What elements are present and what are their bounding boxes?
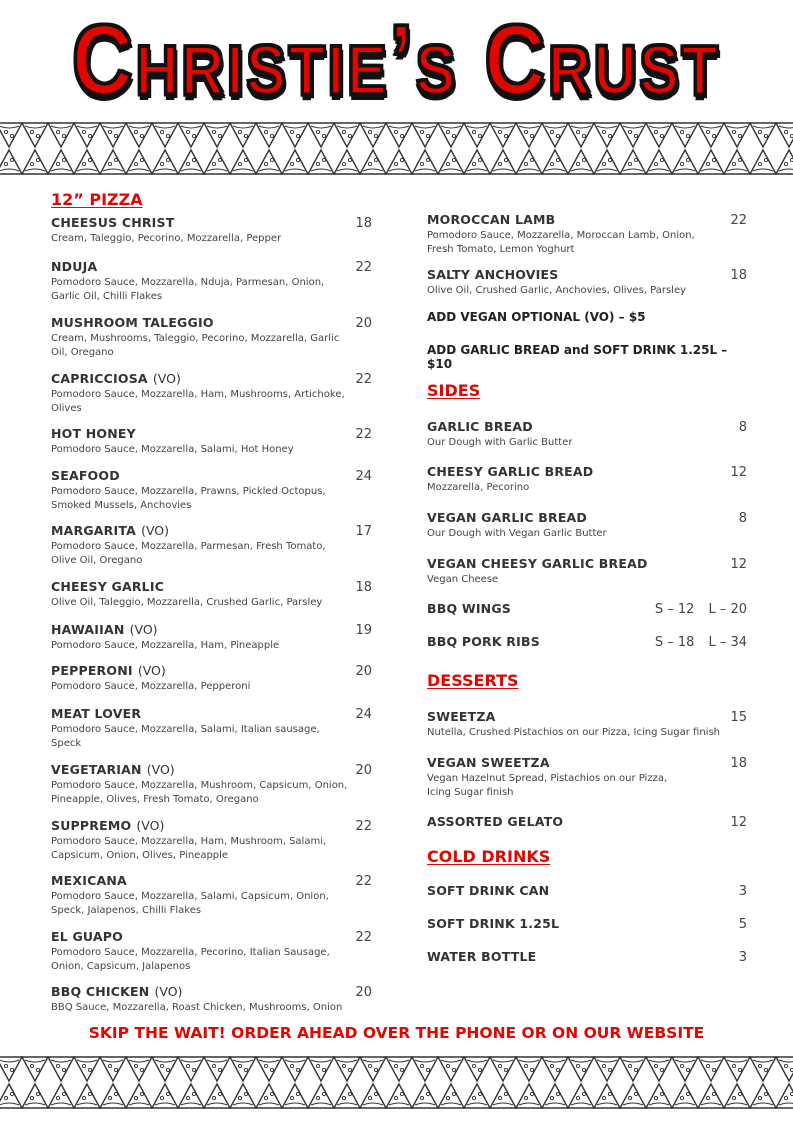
item-sizes [655,635,747,650]
item-name: EL GUAPO [51,929,123,944]
pizza-slice-icon [698,150,724,174]
pizza-slice-icon [74,150,100,174]
pizza-slice-icon [48,150,74,174]
pizza-slice-icon [334,1057,360,1081]
pizza-slice-icon [776,150,793,174]
vegan-option-tag: (VO) [146,762,175,777]
pizza-slice-icon [750,150,776,174]
vegan-option-tag: (VO) [154,984,183,999]
item-name: MOROCCAN LAMB [427,212,556,227]
pizza-slice-icon [516,123,542,147]
pizza-slice-icon [360,150,386,174]
pizza-slice-icon [282,150,308,174]
item-description: Pomodoro Sauce, Mozzarella, Ham, Mushroom, Salami, Capsicum, Onion, Olives, Pineapple [51,836,327,861]
pizza-slice-icon [750,123,776,147]
menu-item [427,601,747,617]
pizza-slice-icon [568,150,594,174]
menu-item [51,256,372,303]
menu-item [427,212,747,256]
item-sizes [655,602,747,617]
pizza-slice-icon [438,1084,464,1108]
item-name: PEPPERONI [51,663,133,678]
pizza-slice-icon [256,1057,282,1081]
item-name: MEXICANA [51,873,127,888]
pizza-slice-icon [178,123,204,147]
item-description: Pomodoro Sauce, Mozzarella, Parmesan, Fresh Tomato, Olive Oil, Oregano [51,541,326,566]
item-name: CHEESUS CHRIST [51,215,175,230]
item-description: Olive Oil, Taleggio, Mozzarella, Crushed Garlic, Parsley [51,597,323,608]
menu-item [427,464,747,495]
pizza-slice-icon [490,150,516,174]
pizza-slice-icon [360,1057,386,1081]
pizza-slice-icon [594,123,620,147]
pizza-slice-icon [568,1057,594,1081]
pizza-slice-icon [334,123,360,147]
pizza-slice-icon [256,1084,282,1108]
pizza-slice-icon [126,123,152,147]
item-description: Pomodoro Sauce, Mozzarella, Pecorino, Italian Sausage, Onion, Capsicum, Jalapenos [51,947,330,972]
pizza-slice-icon [308,1057,334,1081]
pizza-slice-icon [0,1057,22,1081]
pizza-slice-icon [22,123,48,147]
item-name: SUPPREMO [51,818,132,833]
item-description: Pomodoro Sauce, Mozzarella, Pepperoni [51,681,251,692]
item-description: Cream, Mushrooms, Taleggio, Pecorino, Mozzarella, Garlic Oil, Oregano [51,333,340,358]
pizza-slice-icon [282,1057,308,1081]
pizza-slice-icon [230,1057,256,1081]
item-price: 5 [738,917,747,932]
large-price: L – 20 [708,602,747,617]
pizza-slice-icon [594,1057,620,1081]
item-price: 18 [355,216,372,231]
restaurant-title: Christie’s Crust [72,3,721,115]
menu-item [51,981,372,1015]
menu-item [427,510,747,541]
item-name: BBQ CHICKEN [51,984,150,999]
item-price: 17 [355,524,372,539]
pizza-slice-icon [230,123,256,147]
pizza-slice-icon [594,1084,620,1108]
item-description: Pomodoro Sauce, Mozzarella, Salami, Italian sausage, Speck [51,724,320,749]
pizza-slice-icon [542,123,568,147]
pizza-slice-icon [100,1057,126,1081]
pizza-slice-icon [204,1084,230,1108]
menu-item [51,870,372,917]
pizza-slice-icon [464,1084,490,1108]
pizza-slice-icon [334,1084,360,1108]
item-name: GARLIC BREAD [427,419,533,434]
pizza-slice-icon [516,1084,542,1108]
pizza-slice-icon [48,1084,74,1108]
item-price: 22 [355,260,372,275]
menu-item [427,556,747,587]
item-name: MEAT LOVER [51,706,142,721]
pizza-slice-icon [516,150,542,174]
pizza-slice-icon [620,1057,646,1081]
item-description: Vegan Cheese [427,574,499,585]
item-description: Pomodoro Sauce, Mozzarella, Nduja, Parmesan, Onion, Garlic Oil, Chilli Flakes [51,277,325,302]
item-description: Pomodoro Sauce, Mozzarella, Ham, Mushrooms, Artichoke, Olives [51,389,345,414]
item-price: 3 [738,950,747,965]
pizza-slice-icon [178,150,204,174]
vegan-option-tag: (VO) [152,371,181,386]
pizza-slice-icon [776,1057,793,1081]
item-price: 15 [730,710,747,725]
pizza-slice-icon [178,1057,204,1081]
pizza-slice-icon [204,1057,230,1081]
item-name: BBQ WINGS [427,601,511,616]
small-price: S – 12 [654,602,695,617]
pizza-slice-icon [542,150,568,174]
pizza-slice-icon [204,123,230,147]
pizza-slice-icon [48,123,74,147]
menu-item [51,368,372,415]
combo-offer-note: ADD GARLIC BREAD and SOFT DRINK 1.25L – $10 [427,343,728,371]
pizza-slice-icon [724,1057,750,1081]
item-price: 20 [355,763,372,778]
pizza-slice-icon [438,150,464,174]
item-price: 18 [730,756,747,771]
pizza-slice-icon [22,1057,48,1081]
item-description: Olive Oil, Crushed Garlic, Anchovies, Olives, Parsley [427,285,687,296]
pizza-slice-icon [672,123,698,147]
menu-item [427,883,747,899]
pizza-slice-icon [360,1084,386,1108]
item-description: Nutella, Crushed Pistachios on our Pizza, Icing Sugar finish [427,727,721,738]
menu-item [51,423,372,457]
order-ahead-banner: SKIP THE WAIT! ORDER AHEAD OVER THE PHONE OR ON OUR WEBSITE [88,1024,705,1042]
item-name: SEAFOOD [51,468,120,483]
pizza-slice-icon [620,123,646,147]
pizza-slice-icon [308,123,334,147]
item-price: 22 [355,372,372,387]
menu-item [51,212,372,246]
pizza-slice-icon [490,1084,516,1108]
pizza-slice-icon [672,150,698,174]
item-price: 20 [355,985,372,1000]
menu-item [427,755,747,799]
pizza-slice-icon [594,150,620,174]
item-name: VEGAN SWEETZA [427,755,550,770]
pizza-slice-icon [100,150,126,174]
pizza-slice-icon [464,123,490,147]
pizza-slice-icon [100,123,126,147]
menu-item [51,520,372,567]
section-title-pizza: 12” PIZZA [51,190,143,209]
item-description: Our Dough with Vegan Garlic Butter [427,528,607,539]
pizza-slice-icon [386,1084,412,1108]
pizza-slice-icon [386,123,412,147]
pizza-slice-icon [0,150,22,174]
item-name: SWEETZA [427,709,496,724]
item-price: 18 [355,580,372,595]
item-price: 24 [355,707,372,722]
menu-item [427,916,747,932]
menu-item [51,465,372,512]
item-name: HAWAIIAN [51,622,125,637]
item-description: Our Dough with Garlic Butter [427,437,573,448]
pizza-slice-icon [386,1057,412,1081]
menu-item [51,759,372,806]
item-price: 3 [738,884,747,899]
pizza-slice-icon [74,1084,100,1108]
pizza-slice-icon [724,150,750,174]
pizza-slice-icon [620,150,646,174]
item-price: 22 [355,427,372,442]
pizza-slice-icon [334,150,360,174]
pizza-slice-icon [776,1084,793,1108]
pizza-slice-icon [750,1084,776,1108]
pizza-slice-icon [698,1084,724,1108]
pizza-slice-icon [568,123,594,147]
item-price: 22 [355,819,372,834]
pizza-slice-icon [516,1057,542,1081]
item-price: 20 [355,316,372,331]
pizza-slice-border-top [0,121,793,175]
pizza-slice-icon [724,1084,750,1108]
pizza-slice-icon [672,1057,698,1081]
section-title-desserts: DESSERTS [427,671,519,690]
pizza-slice-icon [412,123,438,147]
item-price: 8 [738,420,747,435]
item-name: CAPRICCIOSA [51,371,148,386]
item-name: CHEESY GARLIC BREAD [427,464,594,479]
item-name: VEGAN CHEESY GARLIC BREAD [427,556,648,571]
pizza-slice-icon [646,1084,672,1108]
pizza-slice-icon [282,123,308,147]
pizza-slice-icon [412,150,438,174]
pizza-slice-icon [438,123,464,147]
pizza-slice-icon [152,1084,178,1108]
menu-item [51,312,372,359]
pizza-slice-icon [152,1057,178,1081]
pizza-slice-border-bottom [0,1055,793,1109]
pizza-slice-icon [152,123,178,147]
pizza-slice-icon [48,1057,74,1081]
item-price: 20 [355,664,372,679]
item-price: 12 [730,465,747,480]
item-price: 22 [730,213,747,228]
pizza-slice-icon [126,1084,152,1108]
pizza-slice-icon [464,150,490,174]
item-description: Pomodoro Sauce, Mozzarella, Salami, Capsicum, Onion, Speck, Jalapenos, Chilli Flakes [51,891,329,916]
pizza-slice-icon [308,150,334,174]
menu-item [51,815,372,862]
item-price: 22 [355,874,372,889]
pizza-slice-icon [724,123,750,147]
vegan-option-tag: (VO) [141,523,170,538]
item-name: MARGARITA [51,523,136,538]
menu-item [51,619,372,653]
vegan-option-tag: (VO) [129,622,158,637]
item-name: SOFT DRINK CAN [427,883,550,898]
pizza-slice-icon [412,1057,438,1081]
pizza-slice-icon [22,150,48,174]
item-name: SALTY ANCHOVIES [427,267,559,282]
pizza-slice-icon [490,123,516,147]
item-name: VEGAN GARLIC BREAD [427,510,588,525]
pizza-slice-icon [308,1084,334,1108]
pizza-slice-icon [672,1084,698,1108]
pizza-slice-icon [204,150,230,174]
menu-item [51,703,372,750]
item-name: BBQ PORK RIBS [427,634,540,649]
pizza-slice-icon [74,1057,100,1081]
pizza-slice-icon [360,123,386,147]
item-price: 12 [730,815,747,830]
item-name: NDUJA [51,259,98,274]
item-description: Pomodoro Sauce, Mozzarella, Salami, Hot Honey [51,444,294,455]
item-description: Mozzarella, Pecorino [427,482,530,493]
section-title-sides: SIDES [427,381,481,400]
pizza-slice-icon [750,1057,776,1081]
pizza-slice-icon [230,150,256,174]
pizza-slice-icon [568,1084,594,1108]
small-price: S – 18 [654,635,695,650]
menu-item [51,576,372,610]
item-name: HOT HONEY [51,426,136,441]
item-name: CHEESY GARLIC [51,579,165,594]
item-description: Pomodoro Sauce, Mozzarella, Ham, Pineapple [51,640,280,651]
pizza-slice-icon [490,1057,516,1081]
vegan-option-note: ADD VEGAN OPTIONAL (VO) – $5 [427,310,646,324]
pizza-slice-icon [74,123,100,147]
pizza-slice-icon [542,1057,568,1081]
pizza-slice-icon [386,150,412,174]
menu-item [427,814,747,830]
menu-item [427,419,747,450]
large-price: L – 34 [708,635,747,650]
item-name: WATER BOTTLE [427,949,537,964]
pizza-slice-icon [178,1084,204,1108]
menu-item [51,660,372,694]
item-price: 19 [355,623,372,638]
item-price: 12 [730,557,747,572]
pizza-slice-icon [152,150,178,174]
vegan-option-tag: (VO) [137,663,166,678]
item-description: Pomodoro Sauce, Mozzarella, Prawns, Pickled Octopus, Smoked Mussels, Anchovies [51,486,326,511]
pizza-slice-icon [0,123,22,147]
pizza-slice-icon [126,150,152,174]
pizza-slice-icon [698,123,724,147]
pizza-slice-icon [542,1084,568,1108]
pizza-slice-icon [646,123,672,147]
pizza-slice-icon [100,1084,126,1108]
pizza-slice-icon [256,123,282,147]
item-price: 18 [730,268,747,283]
item-description: BBQ Sauce, Mozzarella, Roast Chicken, Mushrooms, Onion [51,1002,343,1013]
item-description: Cream, Taleggio, Pecorino, Mozzarella, Pepper [51,233,282,244]
pizza-slice-icon [698,1057,724,1081]
pizza-slice-icon [256,150,282,174]
menu-item [51,926,372,973]
pizza-slice-icon [22,1084,48,1108]
pizza-slice-icon [412,1084,438,1108]
item-name: MUSHROOM TALEGGIO [51,315,214,330]
item-price: 8 [738,511,747,526]
menu-item [427,267,747,298]
item-price: 24 [355,469,372,484]
pizza-slice-icon [282,1084,308,1108]
pizza-slice-icon [464,1057,490,1081]
vegan-option-tag: (VO) [136,818,165,833]
menu-item [427,949,747,965]
menu-item [427,709,747,740]
pizza-slice-icon [776,123,793,147]
item-description: Pomodoro Sauce, Mozzarella, Moroccan Lamb, Onion, Fresh Tomato, Lemon Yoghurt [427,230,695,255]
item-description: Vegan Hazelnut Spread, Pistachios on our Pizza, Icing Sugar finish [427,773,668,798]
menu-item [427,634,747,650]
pizza-slice-icon [0,1084,22,1108]
item-description: Pomodoro Sauce, Mozzarella, Mushroom, Capsicum, Onion, Pineapple, Olives, Fresh Tomato, Oregano [51,780,348,805]
pizza-slice-icon [646,150,672,174]
pizza-slice-icon [230,1084,256,1108]
pizza-slice-icon [126,1057,152,1081]
section-title-cold-drinks: COLD DRINKS [427,847,551,866]
item-price: 22 [355,930,372,945]
item-name: VEGETARIAN [51,762,142,777]
pizza-slice-icon [620,1084,646,1108]
item-name: ASSORTED GELATO [427,814,564,829]
item-name: SOFT DRINK 1.25L [427,916,560,931]
pizza-slice-icon [438,1057,464,1081]
pizza-slice-icon [646,1057,672,1081]
